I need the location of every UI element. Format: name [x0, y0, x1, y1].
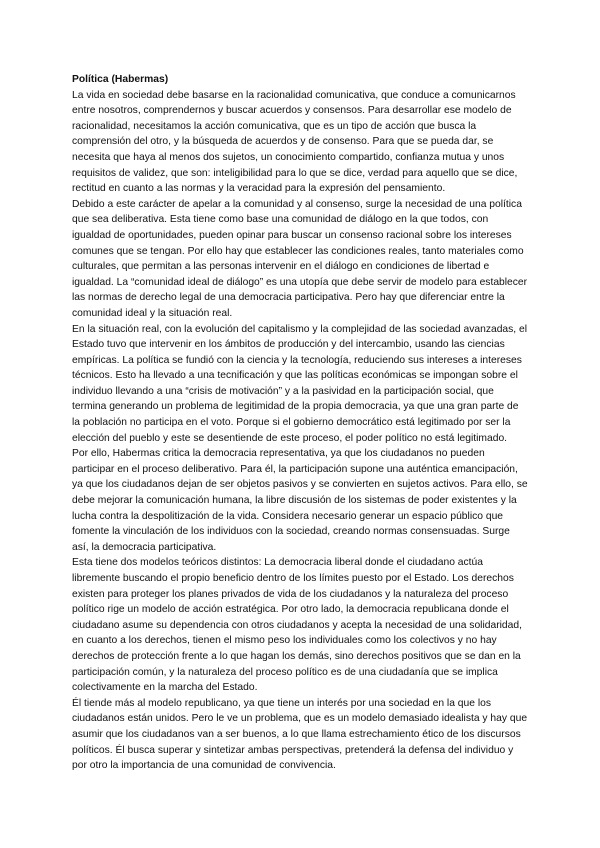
- paragraph-deliberative-politics: Debido a este carácter de apelar a la comunidad y al consenso, surge la necesidad de una política que sea deliberativa. Esta tiene como base una comunidad de diálogo en la que todos, con igualdad de oportunidades, pueden opinar para buscar un consenso racional sobre los intereses comunes que se tengan. Por ello hay que establecer las condiciones reales, tanto materiales como culturales, que permitan a las personas intervenir en el diálogo en condiciones de libertad e igualdad. La “comunidad ideal de diálogo” es una utopía que debe servir de modelo para establecer las normas de derecho legal de una democracia participativa. Pero hay que diferenciar entre la comunidad ideal y la situación real.: [72, 198, 528, 319]
- paragraph-real-situation: En la situación real, con la evolución del capitalismo y la complejidad de las sociedad avanzadas, el Estado tuvo que intervenir en los ámbitos de producción y del intercambio, usando las ciencias empíricas. La política se fundió con la ciencia y la tecnología, reduciendo sus intereses a intereses técnicos. Esto ha llevado a una tecnificación y que las políticas económicas se impongan sobre el individuo llevando a una “crisis de motivación” y a la pasividad en la participación social, que termina generando un problema de legitimidad de la propia democracia, ya que una gran parte de la población no participa en el voto. Porque si el gobierno democrático está legitimado por ser la elección del pueblo y este se desentiende de este proceso, el poder político no está legitimado.: [72, 323, 528, 444]
- paragraph-communicative-rationality: La vida en sociedad debe basarse en la racionalidad comunicativa, que conduce a comunicarnos entre nosotros, comprendernos y buscar acuerdos y consensos. Para desarrollar ese modelo de racionalidad, necesitamos la acción comunicativa, que es un tipo de acción que busca la comprensión del otro, y la búsqueda de acuerdos y de consenso. Para que se pueda dar, se necesita que haya al menos dos sujetos, un conocimiento compartido, confianza mutua y unos requisitos de validez, que son: inteligibilidad para lo que se dice, verdad para aquello que se dice, rectitud en cuanto a las normas y la veracidad para la expresión del pensamiento.: [72, 89, 518, 195]
- document-body: [72, 72, 528, 774]
- document-title: Política (Habermas): [72, 74, 169, 85]
- paragraph-representative-democracy-critique: Por ello, Habermas critica la democracia representativa, ya que los ciudadanos no pueden participar en el proceso deliberativo. Para él, la participación supone una auténtica emancipación, ya que los ciudadanos dejan de ser objetos pasivos y se convierten en sujetos activos. Para ello, se debe mejorar la comunicación humana, la libre discusión de los sistemas de poder existentes y la lucha contra la despolitización de la vida. Considera necesario generar un espacio público que fomente la vinculación de los individuos con la sociedad, creando normas consensuadas. Surge así, la democracia participativa.: [72, 448, 528, 553]
- paragraph-democracy-models: Esta tiene dos modelos teóricos distintos: La democracia liberal donde el ciudadano actúa libremente buscando el propio beneficio dentro de los límites puesto por el Estado. Los derechos existen para proteger los planes privados de vida de los ciudadanos y la naturaleza del proceso político rige un modelo de acción estratégica. Por otro lado, la democracia republicana donde el ciudadano asume su dependencia con otros ciudadanos y acepta la necesidad de una solidaridad, en cuanto a los derechos, tienen el mismo peso los individuales como los colectivos y no hay derechos de protección frente a lo que hagan los demás, sino derechos positivos que se dan en la participación común, y la naturaleza del proceso político es de una ciudadanía que se implica colectivamente en la marcha del Estado.: [72, 557, 522, 694]
- paragraph-republican-model: Él tiende más al modelo republicano, ya que tiene un interés por una sociedad en la que los ciudadanos están unidos. Pero le ve un problema, que es un modelo demasiado idealista y hay que asumir que los ciudadanos van a ser buenos, a lo que llama estrechamiento ético de los discursos políticos. Él busca superar y sintetizar ambas perspectivas, pretenderá la defensa del individuo y por otro la importancia de una comunidad de convivencia.: [72, 697, 528, 772]
